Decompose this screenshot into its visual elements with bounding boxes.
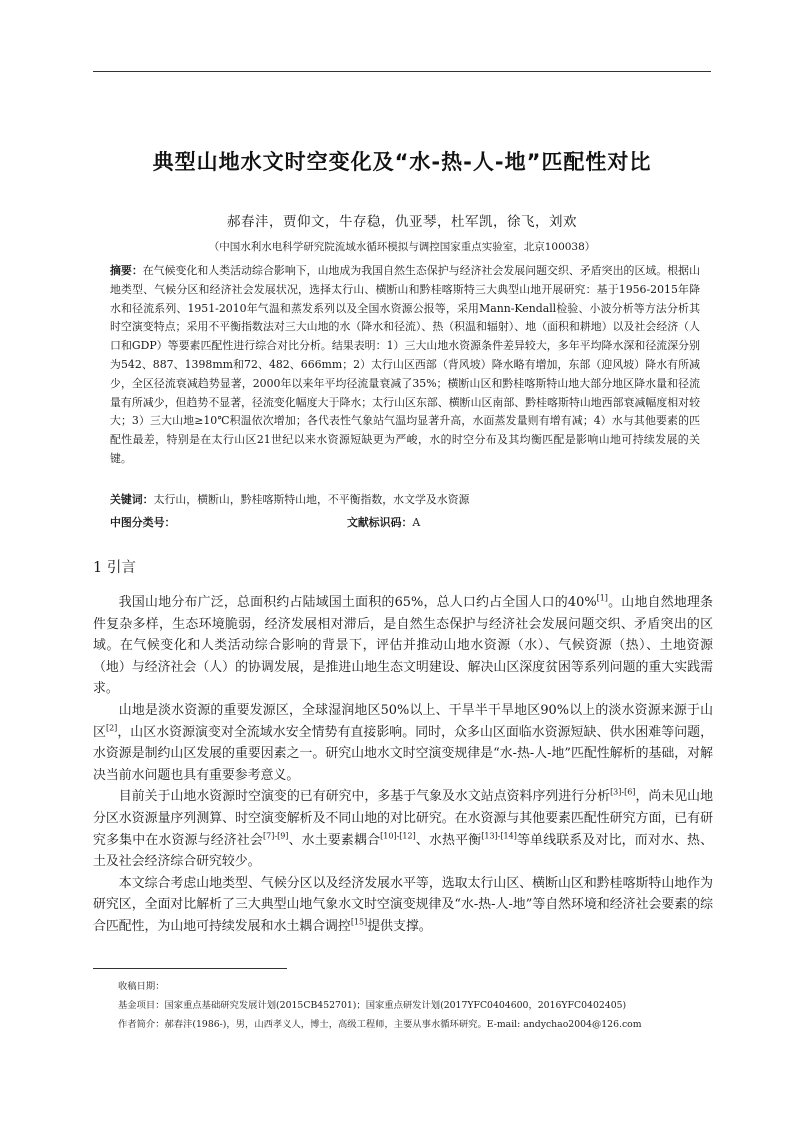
keywords-label: 关键词： [110,493,154,506]
footnote-funding: 基金项目：国家重点基础研究发展计划(2015CB452701)；国家重点研发计划(2017YFC0404600，2016YFC0402405) [118,1000,627,1011]
classification-line [110,514,700,530]
header-rule [93,71,711,72]
citation: [15] [350,917,368,927]
paragraph-text: ，山区水资源演变对全流域水安全情势有直接影响。同时，众多山区面临水资源短缺、供水困难等问题，水资源是制约山区发展的重要因素之一。研究山地水文时空演变规律是“水-热-人-地”匹配性解析的基础，对解决当前水问题也具有重要参考意义。 [93,724,714,783]
citation: [2] [105,723,118,733]
doccode-value: A [412,516,421,529]
paper-title: 典型山地水文时空变化及“水-热-人-地”匹配性对比 [152,150,652,174]
introduction-body [93,592,713,938]
abstract [110,262,700,469]
citation: [13]-[14] [481,831,517,841]
section-heading: 1 引言 [93,560,136,576]
paragraph [93,873,713,938]
citation: [1] [596,593,608,603]
paragraph-text: 目前关于山地水资源时空演变的已有研究中，多基于气象及水文站点资料序列进行分析 [118,789,611,805]
footnote-received: 收稿日期： [118,981,165,992]
keywords-text: 太行山，横断山，黔桂喀斯特山地，不平衡指数，水文学及水资源 [153,493,470,506]
affiliation: （中国水利水电科学研究院流域水循环模拟与调控国家重点实验室，北京100038） [208,241,596,253]
author-list: 郝春沣，贾仰文，牛存稳，仇亚琴，杜军凯，徐飞，刘欢 [227,214,577,230]
paragraph-text: 山地是淡水资源的重要发源区，全球湿润地区50%以上、干旱半干旱地区90%以上的淡水资源来源于山区 [93,702,713,740]
paragraph [93,786,713,872]
paragraph-text: 提供支撑。 [367,918,432,934]
citation: [3]-[6] [610,788,636,798]
abstract-label: 摘要： [110,264,143,277]
doccode-label: 文献标识码： [347,516,413,529]
citation: [10]-[12] [380,831,416,841]
paragraph-text: 我国山地分布广泛，总面积约占陆域国土面积的65%，总人口约占全国人口的40% [118,595,597,610]
document-code [347,514,420,530]
paragraph-text: 、水热平衡 [415,832,482,848]
abstract-text: 在气候变化和人类活动综合影响下，山地成为我国自然生态保护与经济社会发展问题交织、矛盾突出的区域。根据山地类型、气候分区和经济社会发展状况，选择太行山、横断山和黔桂喀斯特三大典型山地开展研究：基于1956-2015年降水和径流系列、1951-2010年气温和蒸发系列以及全国水资源公报等，采用Mann-Kendall检验、小波分析等方法分析其时空演变特点；采用不平衡指数法对三大山地的水（降水和径流）、热（积温和辐射）、地（面积和耕地）以及社会经济（人口和GDP）等要素匹配性进行综合对比分析。结果表明：1）三大山地水资源条件差异较大，多年平均降水深和径流深分别为542、887、1398mm和72、482、666mm；2）太行山区西部（背风坡）降水略有增加，东部（迎风坡）降水有所减少，全区径流衰减趋势显著，2000年以来年平均径流量衰减了35%；横断山区和黔桂喀斯特山地大部分地区降水量和径流量有所减少，但趋势不显著，径流变化幅度大于降水；太行山区东部、横断山区南部、黔桂喀斯特山地西部衰减幅度相对较大；3）三大山地≥10℃积温依次增加；各代表性气象站气温均显著升高，水面蒸发量则有增有减；4）水与其他要素的匹配性最差，特别是在太行山区21世纪以来水资源短缺更为严峻，水的时空分布及其均衡匹配是影响山地可持续发展的关键。 [110,264,700,465]
paragraph-text: 。山地自然地理条件复杂多样，生态环境脆弱，经济发展相对滞后，是自然生态保护与经济社会发展问题交织、矛盾突出的区域。在气候变化和人类活动综合影响的背景下，评估并推动山地水资源（水）、气候资源（热）、土地资源（地）与经济社会（人）的协调发展，是推进山地生态文明建设、解决山区深度贫困等系列问题的重大实践需求。 [93,595,713,697]
footnote-author-bio: 作者简介：郝春沣(1986-)，男，山西孝义人，博士，高级工程师，主要从事水循环研究。E-mail: andychao2004@126.com [118,1019,642,1030]
paragraph-text: 本文综合考虑山地类型、气候分区以及经济发展水平等，选取太行山区、横断山区和黔桂喀斯特山地作为研究区，全面对比解析了三大典型山地气象水文时空演变规律及“水-热-人-地”等自然环境和经济社会要素的综合匹配性，为山地可持续发展和水土耦合调控 [93,875,713,934]
paragraph-text: 、水土要素耦合 [288,832,381,848]
paragraph-text: 等单线联系及对比，而对水、热、土及社会经济综合研究较少。 [93,832,714,870]
paragraph-text: ，尚未见山地分区水资源量序列测算、时空演变解析及不同山地的对比研究。在水资源与其他要素匹配性研究方面，已有研究多集中在水资源与经济社会 [93,789,714,848]
footnote-rule [93,968,287,969]
clc-label: 中图分类号： [110,516,176,529]
keywords [110,491,700,507]
paragraph [93,592,713,700]
citation: [7]-[9] [263,831,289,841]
paragraph [93,700,713,786]
